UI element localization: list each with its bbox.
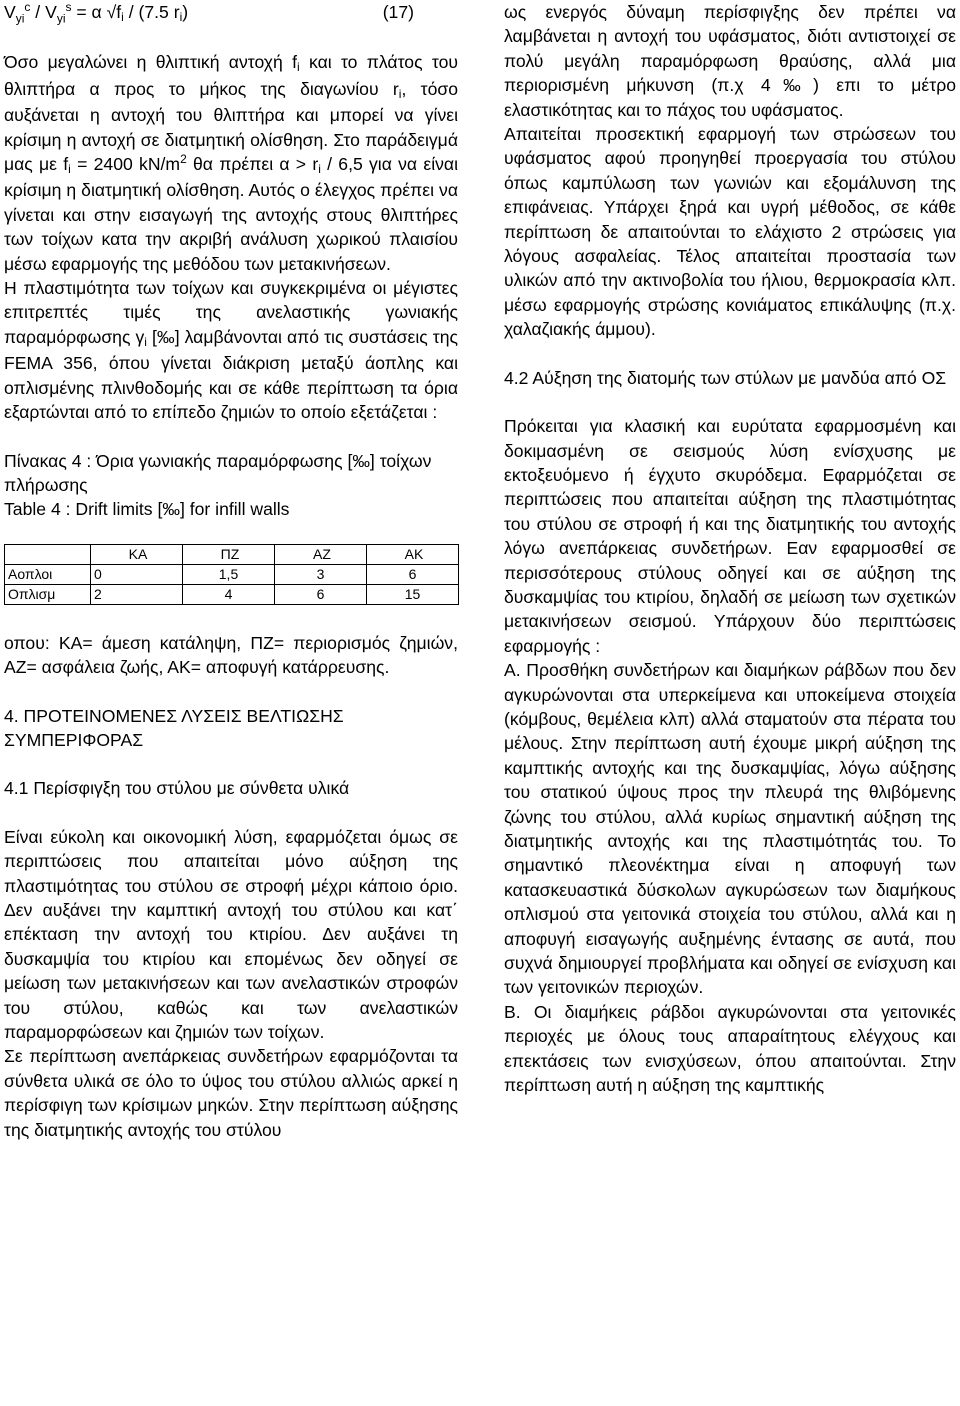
paragraph-ductility: Η πλαστιμότητα των τοίχων και συγκεκριμένα οι μέγιστες επιτρεπτές τιμές της ανελαστικής γωνιακής παραμόρφωσης γi [‰] λαμβάνονται από τις συστάσεις της FEMA 356, όπου γίνεται διάκριση μεταξύ άοπλης και οπλισμένης πλινθοδομής και σε κάθε περίπτωση τα όρια εξαρτώνται από το επίπεδο ζημιών το οποίο εξετάζεται : [4,278,458,423]
left-column [4,0,458,1142]
table-header-cell: ΑΖ [275,544,367,564]
table-cell: 2 [91,584,183,604]
table-row [5,584,459,604]
table-legend: οπου: ΚΑ= άμεση κατάληψη, ΠΖ= περιορισμός ζημιών, ΑΖ= ασφάλεια ζωής, ΑΚ= αποφυγή κατάρρευσης. [4,632,458,678]
section-4-2-heading: 4.2 Αύξηση της διατομής των στύλων με μανδύα από ΟΣ [504,367,947,388]
table-cell: 0 [91,564,183,584]
table-cell: 6 [367,564,459,584]
table-caption-english: Table 4 : Drift limits [‰] for infill walls [4,499,290,520]
table-row [5,564,459,584]
table-header-row [5,544,459,564]
equation-17 [4,0,454,26]
table-cell: 1,5 [183,564,275,584]
table-cell: Αοπλοι [5,564,91,584]
paragraph-confinement: Είναι εύκολη και οικονομική λύση, εφαρμόζεται όμως σε περιπτώσεις που απαιτείται μόνο αύξηση της πλαστιμότητας του στύλου σε στροφή μέχρι κάποιο όριο. Δεν αυξάνει την καμπτική αντοχή του στύλου και κατ΄ επέκταση την αντοχή του κτιρίου. Δεν αυξάνει τη δυσκαμψία του κτιρίου και επομένως δεν οδηγεί σε μείωση των μετακινήσεων και των ανελαστικών στροφών του στύλου, καθώς και των ανελαστικών παραμορφώσεων και ζημιών των τοίχων. [4,826,458,1042]
paragraph-stirrups: Σε περίπτωση ανεπάρκειας συνδετήρων εφαρμόζονται τα σύνθετα υλικά σε όλο το ύψος του στύλου αλλιώς αρκεί η περίσφιγη των κρίσιμων μηκών. Στην περίπτωση αύξησης της διατμητικής αντοχής του στύλου [4,1046,458,1140]
paragraph-jacketing: Πρόκειται για κλασική και ευρύτατα εφαρμοσμένη και δοκιμασμένη σε σεισμούς λύση ενίσχυσης με εκτοξευόμενο ή έγχυτο σκυρόδεμα. Εφαρμόζεται σε περιπτώσεις που απαιτείται αύξηση της πλαστιμότητας του στύλου σε στροφή ή και της διατμητικής του αντοχής λόγω ανεπάρκειας συνδετήρων. Εαν εφαρμοσθεί σε περισσότερους στύλους οδηγεί και σε αύξηση της δυσκαμψίας του κτιρίου, δηλαδή σε μείωση των σχετικών μετακινήσεων σεισμού. Υπάρχουν δύο περιπτώσεις εφαρμογής : [504,416,956,656]
table-cell: 3 [275,564,367,584]
right-column [504,0,956,1097]
section-4-heading: 4. ΠΡΟΤΕΙΝΟΜΕΝΕΣ ΛΥΣΕΙΣ ΒΕΛΤΙΩΣΗΣ ΣΥΜΠΕΡΙΦΟΡΑΣ [4,705,344,750]
paragraph-fabric-strength: ως ενεργός δύναμη περίσφιγξης δεν πρέπει να λαμβάνεται η αντοχή του υφάσματος, διότι αντιστοιχεί σε πολύ μεγάλη παραμόρφωση θραύσης, αλλά μια περιορισμένη μήκυνση (π.χ 4‰) επι το μέτρο ελαστικότητας και το πάχος του υφάσματος. [504,2,956,120]
table-header-cell [5,544,91,564]
table-cell: Οπλισμ [5,584,91,604]
table-header-cell: ΠΖ [183,544,275,564]
paragraph-case-a: Α. Προσθήκη συνδετήρων και διαμήκων ράβδων που δεν αγκυρώνονται στα υπερκείμενα και υποκείμενα στοιχεία (κόμβους, θεμέλεια κλπ) αλλά σταματούν στα πέρατα του μέλους. Στην περίπτωση αυτή έχουμε μικρή αύξηση της καμπτικής αντοχής και της δυσκαμψίας, λόγω αύξησης του στατικού ύψους προς την πλευρά της θλιβόμενης ζώνης του στύλου, αλλά κυρίως σημαντική αύξηση της διατμητικής αντοχής και της πλαστιμότητάς του. Το σημαντικό πλεονέκτημα είναι η αποφυγή των κατασκευαστικά δύσκολων αγκυρώσεων των διαμήκους οπλισμού στα γειτονικά στοιχεία του στύλου, αλλά και η αποφυγή εισαγωγής αυξημένης έντασης σε αυτά, που συχνά δημιουργεί προβλήματα και οδηγεί σε ενίσχυση και των γειτονικών περιοχών. [504,660,956,998]
table-caption-greek: Πίνακας 4 : Όρια γωνιακής παραμόρφωσης [‰] τοίχων πλήρωσης [4,450,432,495]
table-header-cell: ΚΑ [91,544,183,564]
equation-expression: $V_{yi}^c / V_{yi}^s = \alpha$ √fi / (7.5 ri) [4,0,189,26]
paragraph-fabric-application: Απαιτείται προσεκτική εφαρμογή των στρώσεων του υφάσματος αφού προηγηθεί προεργασία του στύλου όπως καμπύλωση των γωνιών και εξομάλυνση της επιφάνειας. Υπάρχει ξηρά και υγρή μέθοδος, σε κάθε περίπτωση δε απαιτούνται το ελάχιστο 2 στρώσεις για λόγους ασφαλείας. Τέλος απαιτείται προστασία των υλικών από την ακτινοβολία του ήλιου, θερμοκρασία κλπ. μέσω εφαρμογής στρώσης κονιάματος επικάλυψης (π.χ. χαλαζιακής άμμου). [504,124,956,340]
drift-limits-table [4,544,459,605]
section-4-1-heading: 4.1 Περίσφιγξη του στύλου με σύνθετα υλικά [4,778,350,799]
table-cell: 4 [183,584,275,604]
table-cell: 15 [367,584,459,604]
table-cell: 6 [275,584,367,604]
paragraph-compressive-strength: Όσο μεγαλώνει η θλιπτική αντοχή fi και το πλάτος του θλιπτήρα α προς το μήκος της διαγωνίου ri, τόσο αυξάνεται η αντοχή του θλιπτήρα και μπορεί να γίνει κρίσιμη η αντοχή σε διατμητική ολίσθηση. Στο παράδειγμά μας με fi = 2400 $kN/m^2$ θα πρέπει α > ri / 6,5 για να είναι κρίσιμη η διατμητική ολίσθηση. Αυτός ο έλεγχος πρέπει να γίνεται και στην εισαγωγή της αντοχής στους θλιπτήρες των τοίχων κατα την ακριβή ανάλυση χωρικού πλαισίου μέσω εφαρμογής της μεθόδου των μετακινήσεων. [4,52,459,274]
paragraph-case-b: Β. Οι διαμήκεις ράβδοι αγκυρώνονται στα γειτονικές περιοχές με όλους τους απαραίτητους ελέγχους και επεκτάσεις των ενισχύσεων, όπου απαιτούνται. Στην περίπτωση αυτή η αύξηση της καμπτικής [504,1001,956,1096]
table-header-cell: ΑΚ [367,544,459,564]
equation-number: (17) [382,2,414,22]
